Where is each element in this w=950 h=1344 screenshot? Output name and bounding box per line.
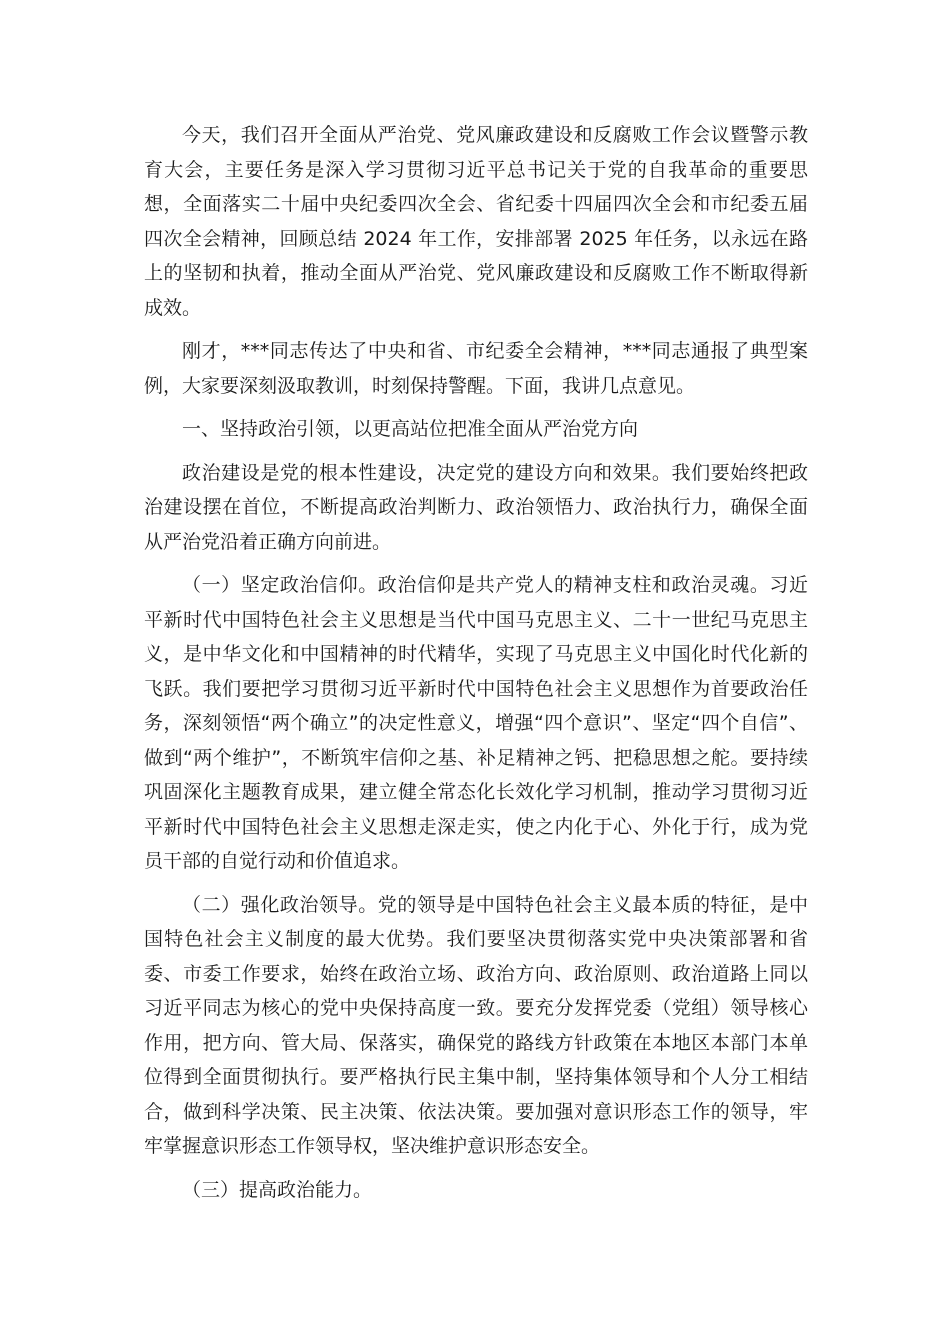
paragraph-subsection-1: （一）坚定政治信仰。政治信仰是共产党人的精神支柱和政治灵魂。习近平新时代中国特色社会主义思想是当代中国马克思主义、二十一世纪马克思主义，是中华文化和中国精神的时代精华，实现了马克思主义中国化时代化新的飞跃。我们要把学习贯彻习近平新时代中国特色社会主义思想作为首要政治任务，深刻领悟“两个确立”的决定性意义，增强“四个意识”、坚定“四个自信”、做到“两个维护”，不断筑牢信仰之基、补足精神之钙、把稳思想之舵。要持续巩固深化主题教育成果，建立健全常态化长效化学习机制，推动学习贯彻习近平新时代中国特色社会主义思想走深走实，使之内化于心、外化于行，成为党员干部的自觉行动和价值追求。 [144, 574, 808, 872]
section-heading-1: 一、坚持政治引领，以更高站位把准全面从严治党方向 [182, 418, 639, 440]
paragraph-subsection-2: （二）强化政治领导。党的领导是中国特色社会主义最本质的特征，是中国特色社会主义制度的最大优势。我们要坚决贯彻落实党中央决策部署和省委、市委工作要求，始终在政治立场、政治方向、政治原则、政治道路上同以习近平同志为核心的党中央保持高度一致。要充分发挥党委（党组）领导核心作用，把方向、管大局、保落实，确保党的路线方针政策在本地区本部门本单位得到全面贯彻执行。要严格执行民主集中制，坚持集体领导和个人分工相结合，做到科学决策、民主决策、依法决策。要加强对意识形态工作的领导，牢牢掌握意识形态工作领导权，坚决维护意识形态安全。 [144, 893, 808, 1157]
paragraph-opening: 今天，我们召开全面从严治党、党风廉政建设和反腐败工作会议暨警示教育大会，主要任务是深入学习贯彻习近平总书记关于党的自我革命的重要思想，全面落实二十届中央纪委四次全会、省纪委十四届四次全会和市纪委五届四次全会精神，回顾总结 2024 年工作，安排部署 2025 年任务，以永远在路上的坚韧和执着，推动全面从严治党、党风廉政建设和反腐败工作不断取得新成效。 [144, 124, 808, 319]
paragraph-introduction: 刚才，***同志传达了中央和省、市纪委全会精神，***同志通报了典型案例，大家要深刻汲取教训，时刻保持警醒。下面，我讲几点意见。 [144, 340, 808, 397]
paragraph-section-1-intro: 政治建设是党的根本性建设，决定党的建设方向和效果。我们要始终把政治建设摆在首位，不断提高政治判断力、政治领悟力、政治执行力，确保全面从严治党沿着正确方向前进。 [144, 461, 808, 553]
paragraph-subsection-3: （三）提高政治能力。 [182, 1178, 373, 1201]
document-body [144, 118, 808, 1216]
